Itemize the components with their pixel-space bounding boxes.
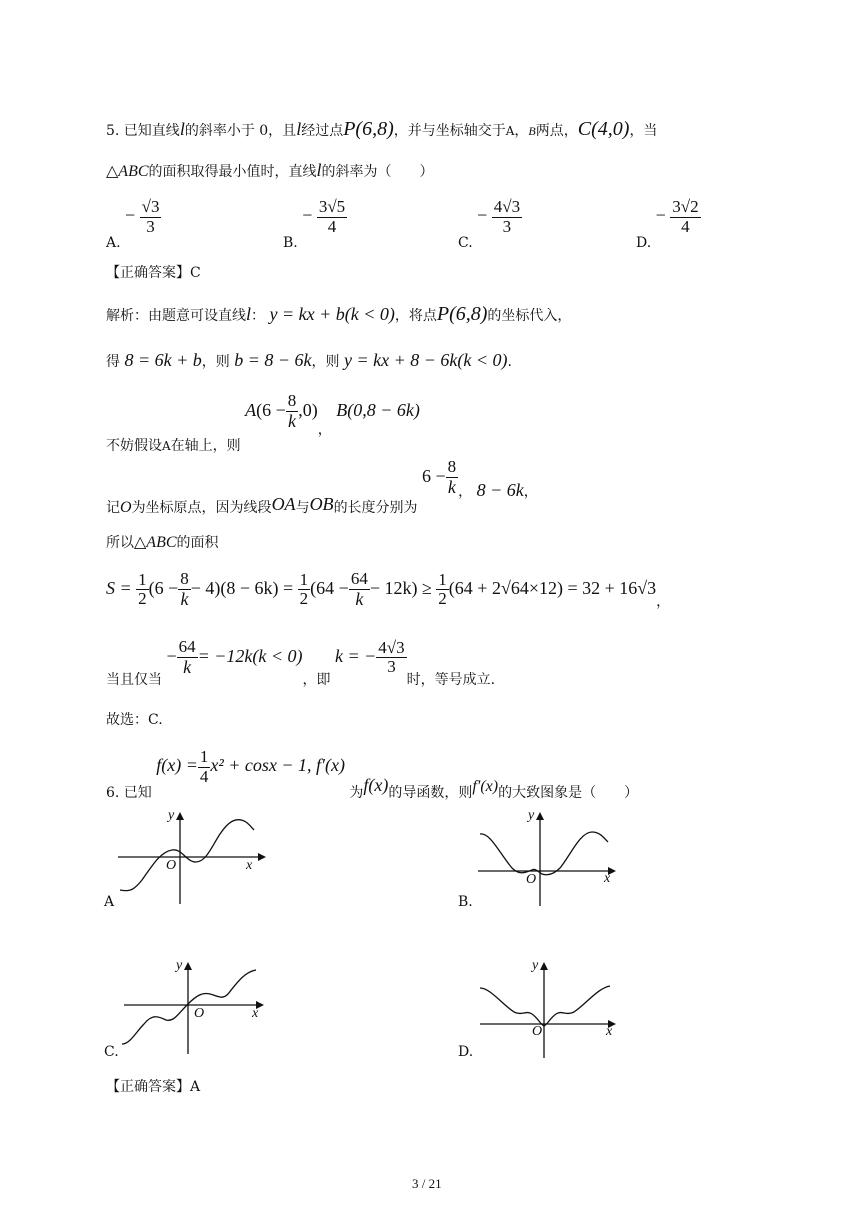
- origin-label: O: [532, 1024, 543, 1039]
- q6-stem-text: 的导函数，则: [388, 785, 473, 802]
- frac-den: k: [355, 588, 364, 609]
- sol-text: 时，等号成立.: [406, 671, 496, 688]
- q5-stem-text: 5. 已知直线: [106, 123, 180, 139]
- var-l: l: [179, 119, 185, 139]
- option-label: B.: [283, 235, 298, 252]
- graph-label: B.: [458, 894, 473, 910]
- sol-text: ：: [251, 308, 266, 324]
- sol-math: S =: [106, 577, 132, 598]
- sol-math: y = kx + 8 − 6k(k < 0): [343, 350, 508, 370]
- axis-label-x: x: [606, 1024, 613, 1039]
- option-label: D.: [636, 235, 652, 252]
- sol-text: 当且仅当: [106, 671, 162, 688]
- frac-den: k: [288, 410, 297, 431]
- frac-den: k: [447, 476, 456, 497]
- sol-line8: 故选：C.: [106, 712, 163, 728]
- option-fraction: [317, 198, 347, 236]
- option-label: C.: [458, 235, 473, 252]
- origin-o: O: [120, 498, 132, 516]
- q5-answer: 【正确答案】C: [106, 265, 201, 281]
- sol-line4: [106, 457, 538, 516]
- fraction-64-over-k: [349, 570, 370, 609]
- origin-label: O: [166, 858, 177, 873]
- origin-label: O: [526, 872, 537, 887]
- frac-num: 64: [178, 637, 196, 656]
- sol-text: .: [507, 354, 512, 370]
- graph-label: A: [104, 894, 115, 910]
- segment-ob: OB: [309, 493, 334, 514]
- sol-text: 所以: [106, 535, 134, 551]
- option-sign: −: [302, 205, 313, 226]
- sol-math: (64 −: [310, 577, 349, 598]
- sol-text: ，将点: [394, 308, 437, 324]
- sol-text: ，: [317, 421, 332, 438]
- q5-stem-text: 的面积取得最小值时，直线: [148, 164, 317, 180]
- sol-line2: [106, 350, 512, 371]
- fraction-8-over-k: [286, 392, 299, 431]
- sol-math: = −12k(k < 0): [197, 645, 303, 666]
- option-fraction: [140, 198, 162, 236]
- q5-stem-line2: [106, 160, 434, 181]
- point-b-math: B(0,8 − 6k): [336, 399, 420, 420]
- q5-option-b[interactable]: [283, 197, 347, 252]
- y-axis-arrow-icon: [540, 962, 548, 970]
- q5-stem-text: ，并与坐标轴交于: [393, 123, 506, 139]
- axis-label-y: y: [528, 808, 535, 823]
- sol-line7: [106, 637, 496, 688]
- sol-text: 记: [106, 499, 120, 516]
- f-definition: f(x) =: [156, 755, 198, 776]
- axis-label-x: x: [246, 858, 253, 873]
- graph-option-d[interactable]: [458, 958, 636, 1060]
- axis-label-x: x: [252, 1006, 259, 1021]
- sol-math: (64 + 2√64×12) = 32 + 16√3: [448, 577, 657, 598]
- q5-option-c[interactable]: [458, 197, 522, 252]
- sol-text: 得: [106, 354, 120, 370]
- fraction-4root3-over-3: [376, 639, 406, 677]
- q5-stem-line1: 5. 已知直线l的斜率小于 0，且l经过点P(6,8)，并与坐标轴交于A，B两点，C(4,0)，当: [106, 118, 658, 140]
- fraction-64-over-k: [177, 638, 198, 677]
- curve-d: [480, 986, 610, 1026]
- option-num: 4√3: [493, 197, 521, 216]
- sol-text: ，: [458, 483, 473, 500]
- curve-b: [480, 832, 608, 875]
- option-num: 3√5: [318, 197, 346, 216]
- frac-den: 2: [438, 589, 447, 609]
- frac-num: 1: [199, 747, 209, 766]
- point-p: P(6,8): [436, 303, 488, 325]
- option-fraction: [670, 198, 700, 236]
- origin-label: O: [194, 1006, 205, 1021]
- sol-math: b = 8 − 6k: [234, 350, 312, 370]
- option-den: 4: [327, 216, 337, 236]
- y-axis-arrow-icon: [184, 962, 192, 970]
- fraction-8-over-k: [178, 570, 191, 609]
- option-num: 3√2: [672, 197, 699, 216]
- fraction-8-over-k: [446, 458, 459, 497]
- sol-math: y = kx + b(k < 0): [269, 304, 395, 324]
- option-den: 4: [681, 216, 690, 236]
- point-a: A: [162, 438, 171, 453]
- q6-stem: [106, 747, 639, 802]
- triangle-abc: △ABC: [106, 163, 149, 180]
- q5-option-d[interactable]: [636, 197, 701, 252]
- sol-text: 与: [295, 499, 310, 516]
- var-l: l: [316, 160, 322, 180]
- sol-text: 的长度分别为: [333, 499, 418, 516]
- sol-math: 8 − 6k: [476, 479, 524, 500]
- sol-text: 的面积: [176, 535, 219, 551]
- sol-text: 不妨假设: [106, 437, 162, 454]
- fraction-quarter: [198, 748, 211, 786]
- option-den: 3: [146, 216, 155, 236]
- option-sign: −: [125, 205, 136, 226]
- point-a: A: [505, 124, 515, 138]
- frac-num: 8: [447, 457, 457, 476]
- fraction-half: [136, 571, 149, 609]
- triangle-abc: △ABC: [134, 534, 177, 551]
- option-label: A.: [106, 235, 121, 252]
- fx: f(x): [363, 775, 389, 796]
- q6-stem-text: 为: [349, 785, 364, 802]
- var-l: l: [246, 304, 252, 324]
- q6-answer: 【正确答案】A: [106, 1079, 201, 1095]
- graph-c-svg: [106, 958, 276, 1058]
- axis-label-x: x: [604, 871, 611, 886]
- graph-b-svg: [460, 808, 630, 908]
- q6-stem-text: 6. 已知: [106, 785, 152, 802]
- y-axis-arrow-icon: [536, 812, 544, 820]
- q5-stem-text: 两点，: [535, 123, 578, 139]
- sol-math: (6 −: [148, 577, 179, 598]
- q5-option-a[interactable]: [106, 197, 161, 252]
- curve-c: [122, 970, 259, 1044]
- graph-option-a[interactable]: [100, 808, 270, 908]
- frac-den: 3: [387, 657, 396, 677]
- frac-num: 8: [287, 391, 297, 410]
- frac-den: 2: [299, 589, 309, 609]
- frac-num: 64: [350, 569, 368, 588]
- sol-math: (6 −: [256, 399, 286, 420]
- q5-stem-text: ，当: [629, 123, 658, 139]
- sol-math: 6 −: [422, 465, 446, 486]
- var-l: l: [296, 119, 302, 139]
- sol-math: −: [166, 645, 177, 666]
- axis-label-y: y: [176, 958, 183, 973]
- q5-stem-text: 的斜率为（ ）: [321, 164, 434, 180]
- frac-num: 4√3: [378, 637, 405, 657]
- frac-num: 1: [138, 569, 147, 589]
- sol-line1: [106, 303, 571, 326]
- graph-d-svg: [466, 958, 636, 1058]
- fraction-half: [436, 571, 449, 609]
- frac-den: k: [180, 588, 189, 609]
- frac-den: 2: [138, 589, 147, 609]
- frac-num: 8: [180, 569, 189, 588]
- sol-text: ，则: [311, 354, 340, 370]
- q5-stem-text: 的斜率小于 0，且: [184, 123, 297, 139]
- frac-num: 1: [299, 569, 309, 589]
- option-num: √3: [141, 197, 160, 216]
- sol-text: ，即: [302, 671, 331, 688]
- point-a-math: A: [245, 399, 257, 420]
- sol-text: 解析：由题意可设直线: [106, 308, 246, 324]
- fprime-x: f′(x): [472, 778, 499, 796]
- axis-label-y: y: [532, 958, 539, 973]
- curve-a: [120, 820, 254, 891]
- sol-line6-area-inequality: [106, 570, 670, 609]
- point-p: P(6,8): [343, 118, 394, 140]
- q6-stem-text: 的大致图象是（ ）: [498, 785, 639, 802]
- graph-label: C.: [104, 1044, 119, 1060]
- point-c: C(4,0): [577, 118, 630, 140]
- axis-label-y: y: [168, 808, 175, 823]
- page-number: 3 / 21: [412, 1176, 442, 1191]
- y-axis-arrow-icon: [176, 812, 184, 820]
- option-den: 3: [502, 216, 512, 236]
- sol-math: − 12k) ≥: [369, 577, 432, 598]
- graph-label: D.: [458, 1044, 474, 1060]
- graph-option-b[interactable]: [460, 808, 630, 908]
- sol-math: ,0): [298, 399, 318, 420]
- fraction-half: [298, 571, 311, 609]
- sol-math: − 4)(8 − 6k) =: [190, 577, 294, 598]
- sol-text: 的坐标代入，: [487, 308, 572, 324]
- sol-text: ，: [523, 483, 538, 500]
- option-fraction: [492, 198, 522, 236]
- sol-text: 为坐标原点，因为线段: [131, 499, 272, 516]
- sol-line3: [106, 391, 420, 454]
- graph-option-c[interactable]: [106, 958, 276, 1058]
- frac-den: k: [183, 656, 192, 677]
- f-definition: x² + cosx − 1, f′(x): [210, 755, 345, 776]
- sol-text: ，则: [201, 354, 230, 370]
- q5-stem-text: 经过点: [301, 123, 344, 139]
- point-b: B: [528, 124, 536, 138]
- option-sign: −: [655, 205, 666, 226]
- segment-oa: OA: [271, 493, 296, 514]
- frac-den: 4: [199, 766, 209, 786]
- frac-num: 1: [438, 569, 447, 589]
- graph-a-svg: [100, 808, 270, 908]
- option-sign: −: [477, 205, 488, 226]
- sol-math: 8 = 6k + b: [124, 350, 202, 370]
- sol-text: ，: [656, 593, 671, 610]
- x-axis-arrow-icon: [258, 853, 266, 861]
- sol-math: k = −: [334, 645, 377, 666]
- sol-text: 在轴上，则: [170, 437, 241, 454]
- sol-line5: [106, 532, 219, 552]
